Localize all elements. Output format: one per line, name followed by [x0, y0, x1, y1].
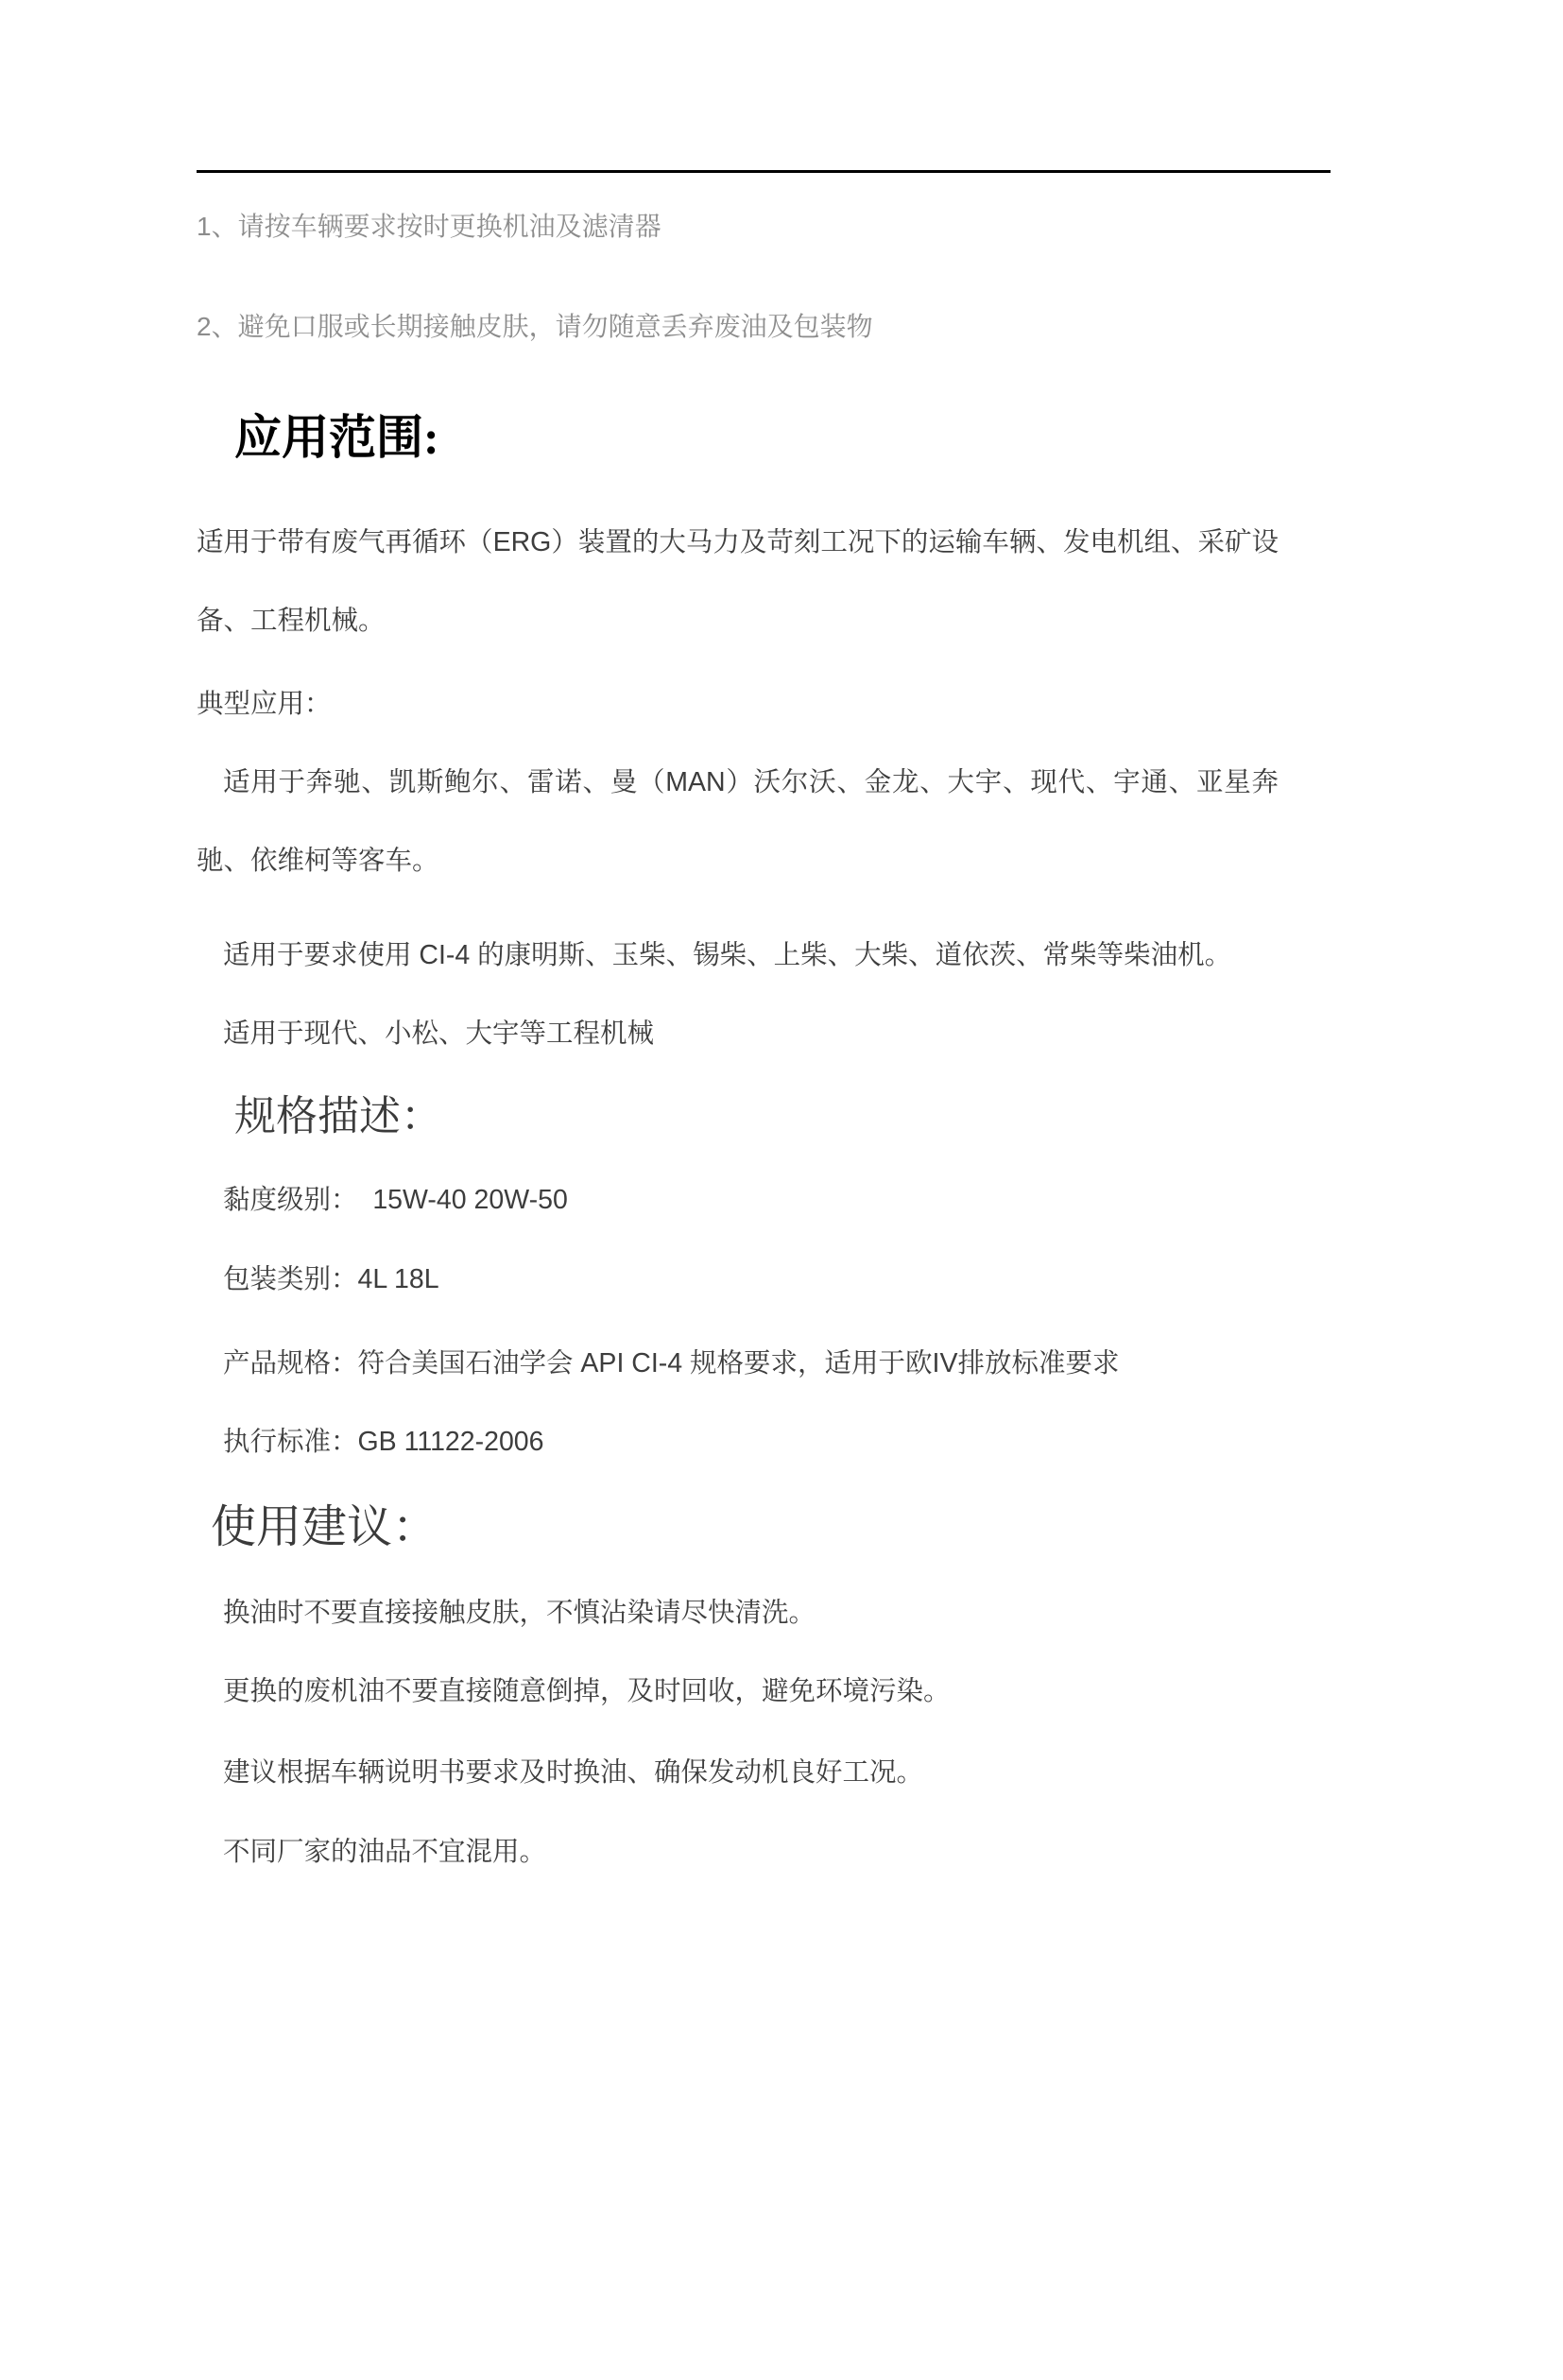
typical-application-item: 适用于要求使用 CI-4 的康明斯、玉柴、锡柴、上柴、大柴、道依茨、常柴等柴油机。 — [223, 940, 1232, 970]
section-heading-application-scope: 应用范围: — [234, 411, 439, 464]
spec-item-product-spec: 产品规格：符合美国石油学会 API CI-4 规格要求，适用于欧IV排放标准要求 — [223, 1348, 1120, 1378]
section-heading-usage-advice: 使用建议： — [211, 1502, 438, 1552]
header-divider-rule — [197, 170, 1331, 173]
typical-application-label: 典型应用： — [197, 689, 332, 719]
document-page — [0, 170, 1563, 2380]
safety-note-1: 1、请按车辆要求按时更换机油及滤清器 — [197, 212, 661, 241]
spec-item-package-type: 包装类别：4L 18L — [223, 1264, 439, 1294]
usage-advice-item: 不同厂家的油品不宜混用。 — [223, 1837, 547, 1867]
typical-application-item: 适用于奔驰、凯斯鲍尔、雷诺、曼（MAN）沃尔沃、金龙、大宇、现代、宇通、亚星奔驰、依维柯等客车。 — [197, 767, 1279, 876]
application-scope-intro: 适用于带有废气再循环（ERG）装置的大马力及苛刻工况下的运输车辆、发电机组、采矿设备、工程机械。 — [197, 527, 1279, 636]
section-heading-spec-description: 规格描述： — [234, 1093, 442, 1139]
spec-item-standard: 执行标准：GB 11122-2006 — [223, 1427, 544, 1457]
usage-advice-item: 建议根据车辆说明书要求及时换油、确保发动机良好工况。 — [223, 1757, 924, 1788]
usage-advice-item: 换油时不要直接接触皮肤，不慎沾染请尽快清洗。 — [223, 1598, 816, 1628]
spec-item-viscosity-grade: 黏度级别： 15W-40 20W-50 — [223, 1185, 568, 1215]
usage-advice-item: 更换的废机油不要直接随意倒掉，及时回收，避免环境污染。 — [223, 1676, 951, 1706]
typical-application-item: 适用于现代、小松、大宇等工程机械 — [223, 1019, 655, 1049]
safety-note-2: 2、避免口服或长期接触皮肤，请勿随意丢弃废油及包装物 — [197, 312, 873, 341]
